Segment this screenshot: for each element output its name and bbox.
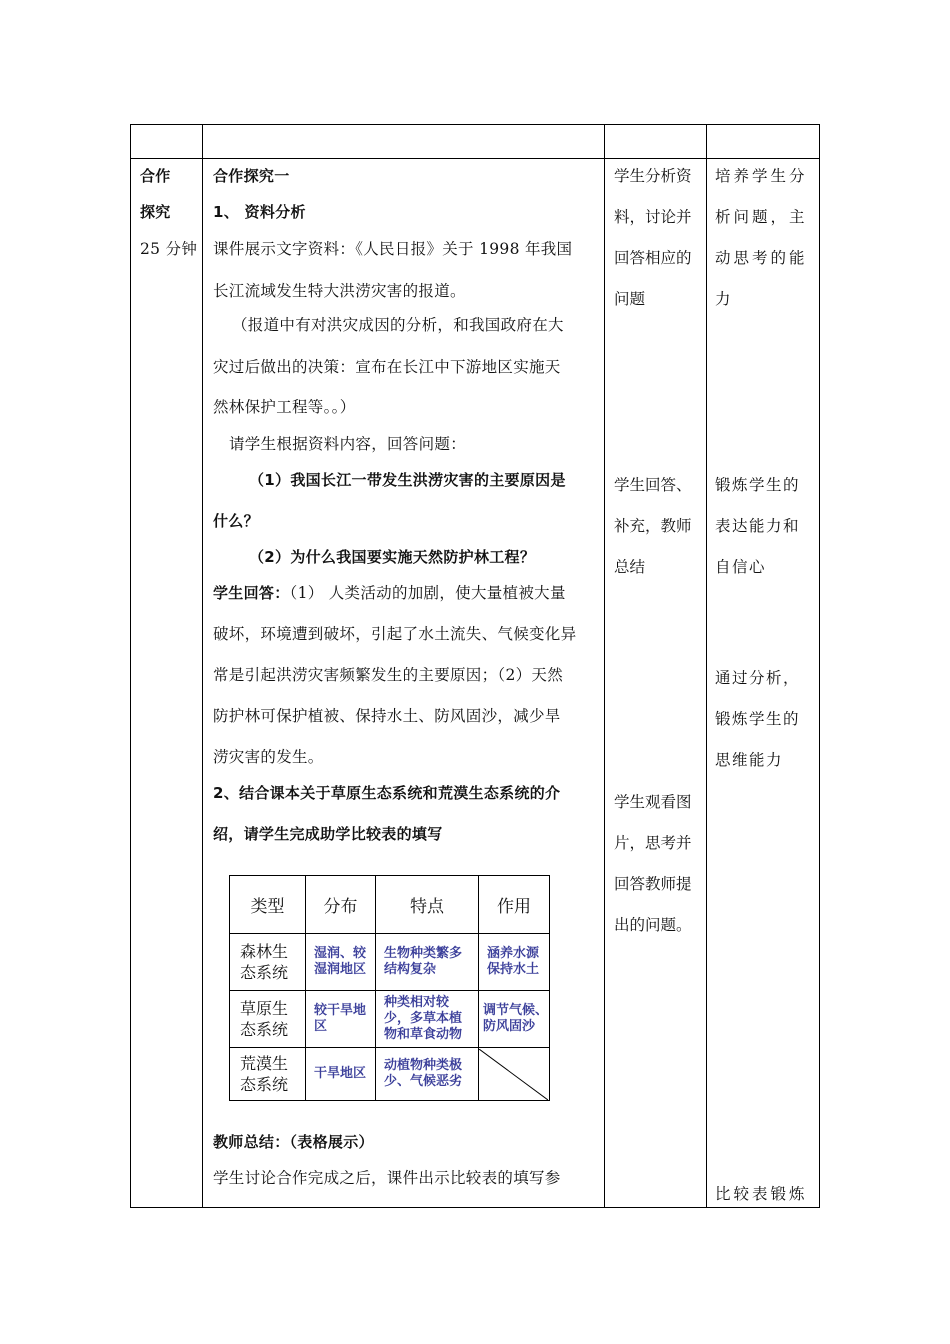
answer-line: 常是引起洪涝灾害频繁发生的主要原因；（2）天然 bbox=[213, 666, 564, 684]
purpose-block: 通过分析， 锻炼学生的 思维能力 bbox=[715, 669, 801, 769]
question-1: （1）我国长江一带发生洪涝灾害的主要原因是 bbox=[249, 471, 566, 489]
paragraph-line: 灾过后做出的决策：宣布在长江中下游地区实施天 bbox=[213, 358, 561, 376]
table-header: 特点 bbox=[376, 876, 479, 934]
answer-label: 学生回答： bbox=[213, 584, 290, 602]
answer-line: 破坏，环境遭到破坏，引起了水土流失、气候变化异 bbox=[213, 625, 577, 643]
table-header: 作用 bbox=[479, 876, 550, 934]
answer-line bbox=[213, 586, 566, 602]
paragraph-line: 学生讨论合作完成之后，课件出示比较表的填写参 bbox=[213, 1169, 561, 1187]
answer-text: （1） 人类活动的加剧，使大量植被大量 bbox=[289, 584, 566, 602]
role-cell: 调节气候、 防风固沙 bbox=[479, 991, 550, 1048]
column-divider bbox=[706, 124, 707, 1208]
type-cell: 草原生 态系统 bbox=[230, 991, 306, 1048]
type-cell: 森林生 态系统 bbox=[230, 934, 306, 991]
paragraph-line: 然林保护工程等。。） bbox=[213, 398, 356, 416]
paragraph-line: （报道中有对洪灾成因的分析，和我国政府在大 bbox=[232, 316, 564, 334]
section-title-cont: 绍，请学生完成助学比较表的填写 bbox=[213, 825, 443, 843]
empty-role-cell bbox=[479, 1048, 550, 1101]
purpose-block: 比较表锻炼 bbox=[715, 1185, 808, 1203]
feature-cell: 种类相对较 少，多草本植 物和草食动物 bbox=[376, 991, 479, 1048]
teacher-summary-label: 教师总结：（表格展示） bbox=[213, 1133, 374, 1151]
stage-label: 探究 bbox=[140, 203, 171, 221]
table-row bbox=[230, 991, 550, 1048]
student-activity-block: 学生回答、 补充，教师 总结 bbox=[614, 476, 692, 576]
column-divider bbox=[202, 124, 203, 1208]
comparison-table bbox=[229, 875, 550, 1101]
duration-label: 25 分钟 bbox=[140, 240, 198, 258]
student-activity-block: 学生分析资 料，讨论并 回答相应的 问题 bbox=[614, 167, 692, 308]
paragraph-line: 长江流域发生特大洪涝灾害的报道。 bbox=[213, 282, 466, 300]
distribution-cell: 干旱地区 bbox=[306, 1048, 376, 1101]
purpose-block: 培养学生分 析问题，主 动思考的能 力 bbox=[715, 167, 808, 308]
paragraph-line: 课件展示文字资料：《人民日报》关于 1998 年我国 bbox=[213, 240, 573, 258]
feature-cell: 生物种类繁多 结构复杂 bbox=[376, 934, 479, 991]
type-cell: 荒漠生 态系统 bbox=[230, 1048, 306, 1101]
section-title: 2、结合课本关于草原生态系统和荒漠生态系统的介 bbox=[213, 784, 561, 802]
purpose-block: 锻炼学生的 表达能力和 自信心 bbox=[715, 476, 801, 576]
answer-line: 防护林可保护植被、保持水土、防风固沙，减少旱 bbox=[213, 707, 561, 725]
feature-cell: 动植物种类极 少、气候恶劣 bbox=[376, 1048, 479, 1101]
column-divider bbox=[604, 124, 605, 1208]
table-header: 类型 bbox=[230, 876, 306, 934]
table-row bbox=[230, 934, 550, 991]
stage-label: 合作 bbox=[140, 167, 171, 185]
role-cell: 涵养水源 保持水土 bbox=[479, 934, 550, 991]
section-title: 1、 资料分析 bbox=[213, 203, 306, 221]
section-heading: 合作探究一 bbox=[213, 167, 290, 185]
question-1-cont: 什么？ bbox=[213, 512, 259, 530]
diagonal-slash bbox=[479, 1049, 548, 1100]
distribution-cell: 湿润、较 湿润地区 bbox=[306, 934, 376, 991]
table-row bbox=[230, 1048, 550, 1101]
prompt-text: 请学生根据资料内容，回答问题： bbox=[229, 435, 467, 453]
student-activity-block: 学生观看图 片，思考并 回答教师提 出的问题。 bbox=[614, 793, 692, 934]
question-2: （2）为什么我国要实施天然防护林工程？ bbox=[249, 548, 536, 566]
table-header: 分布 bbox=[306, 876, 376, 934]
answer-line: 涝灾害的发生。 bbox=[213, 748, 324, 766]
distribution-cell: 较干旱地 区 bbox=[306, 991, 376, 1048]
